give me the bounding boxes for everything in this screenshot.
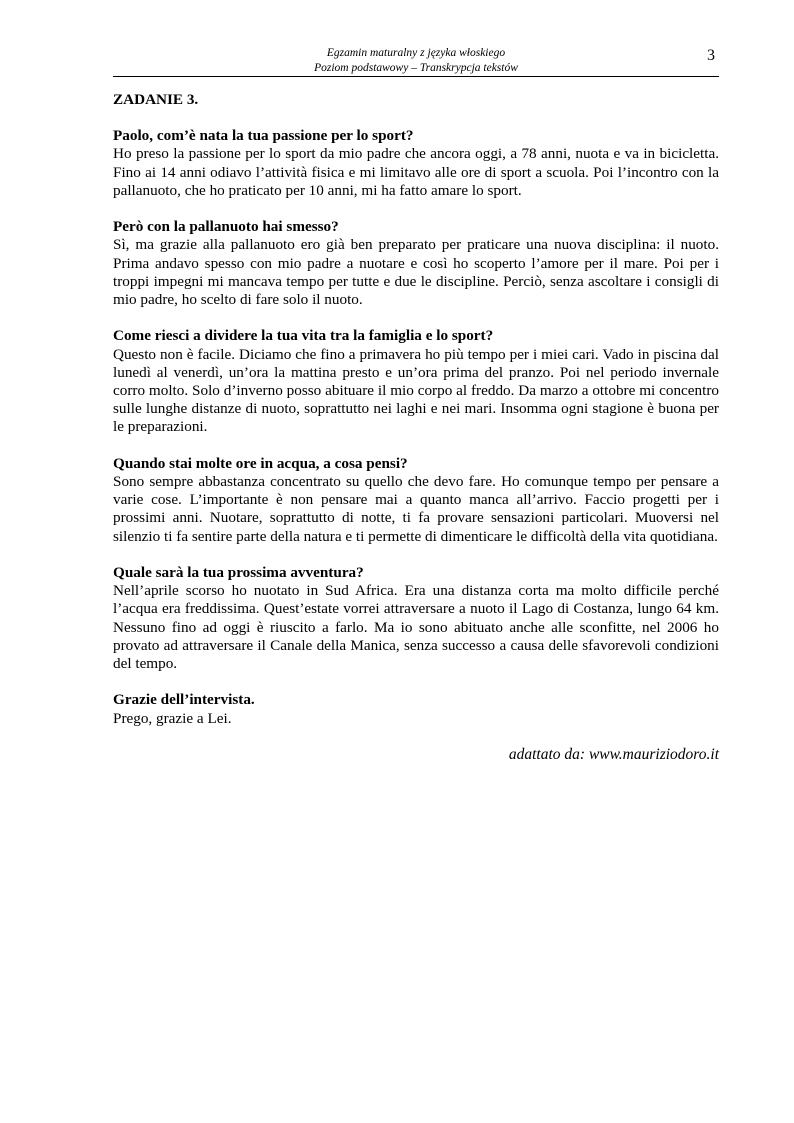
header-exam-name: Egzamin maturalny z języka włoskiego	[326, 47, 506, 59]
page-number: 3	[707, 47, 715, 64]
answer: Sì, ma grazie alla pallanuoto ero già ben preparato per praticare una nuova disciplina: il nuoto. Prima andavo spesso con mio padre a nuotare e così ho scoperto l’amore per il mare. Poi per i troppi impegni mi mancava tempo per tutte e due le discipline. Perciò, senza ascoltare i consigli di mio padre, ho scelto di fare solo il nuoto.	[113, 236, 719, 309]
question: Grazie dell’intervista.	[113, 691, 255, 709]
qa-block-5	[113, 564, 719, 673]
qa-block-6	[113, 691, 719, 727]
page-header	[113, 46, 719, 76]
answer: Prego, grazie a Lei.	[113, 709, 232, 727]
qa-block-1	[113, 127, 719, 200]
question: Quando stai molte ore in acqua, a cosa pensi?	[113, 454, 408, 472]
header-divider	[113, 76, 719, 77]
header-title	[113, 46, 719, 76]
answer: Questo non è facile. Diciamo che fino a primavera ho più tempo per i miei cari. Vado in piscina dal lunedì al venerdì, un’ora la mattina presto e un’ora prima del pranzo. Poi nel periodo invernale corro molto. Solo d’inverno posso abituare il mio corpo al freddo. Da marzo a ottobre mi concentro sulle lunghe distanze di nuoto, soprattutto nei laghi e nei mari. Insomma ogni stagione è buona per le preparazioni.	[113, 345, 719, 436]
question: Come riesci a dividere la tua vita tra la famiglia e lo sport?	[113, 327, 494, 345]
question: Paolo, com’è nata la tua passione per lo sport?	[113, 127, 414, 145]
answer: Sono sempre abbastanza concentrato su quello che devo fare. Ho comunque tempo per pensare a varie cose. L’importante è non pensare mai a quanto manca all’arrivo. Faccio progetti per i prossimi anni. Nuotare, soprattutto di notte, ti fa provare sensazioni particolari. Muoversi nel silenzio ti fa sentire parte della natura e ti permette di dimenticare le difficoltà della vita quotidiana.	[113, 473, 719, 545]
header-exam-level: Poziom podstawowy – Transkrypcja tekstów	[314, 62, 518, 74]
source-citation: adattato da: www.mauriziodoro.it	[508, 746, 719, 764]
qa-block-4	[113, 455, 719, 546]
question: Però con la pallanuoto hai smesso?	[113, 218, 339, 236]
question: Quale sarà la tua prossima avventura?	[113, 564, 364, 582]
document-body	[113, 91, 719, 764]
qa-block-3	[113, 327, 719, 436]
qa-block-2	[113, 218, 719, 309]
answer: Ho preso la passione per lo sport da mio padre che ancora oggi, a 78 anni, nuota e va in bicicletta. Fino ai 14 anni odiavo l’attività fisica e mi limitavo alle ore di sport a scuola. Poi l’incontro con la pallanuoto, che ho praticato per 10 anni, mi ha fatto amare lo sport.	[113, 145, 719, 199]
answer: Nell’aprile scorso ho nuotato in Sud Africa. Era una distanza corta ma molto difficile perché l’acqua era freddissima. Quest’estate vorrei attraversare a nuoto il Lago di Costanza, lungo 64 km. Nessuno fino ad oggi è riuscito a farlo. Ma io sono abituato anche alle sconfitte, nel 2006 ho provato ad attraversare il Canale della Manica, senza successo a causa delle sfavorevoli condizioni del tempo.	[113, 582, 719, 673]
task-title: ZADANIE 3.	[113, 91, 199, 108]
